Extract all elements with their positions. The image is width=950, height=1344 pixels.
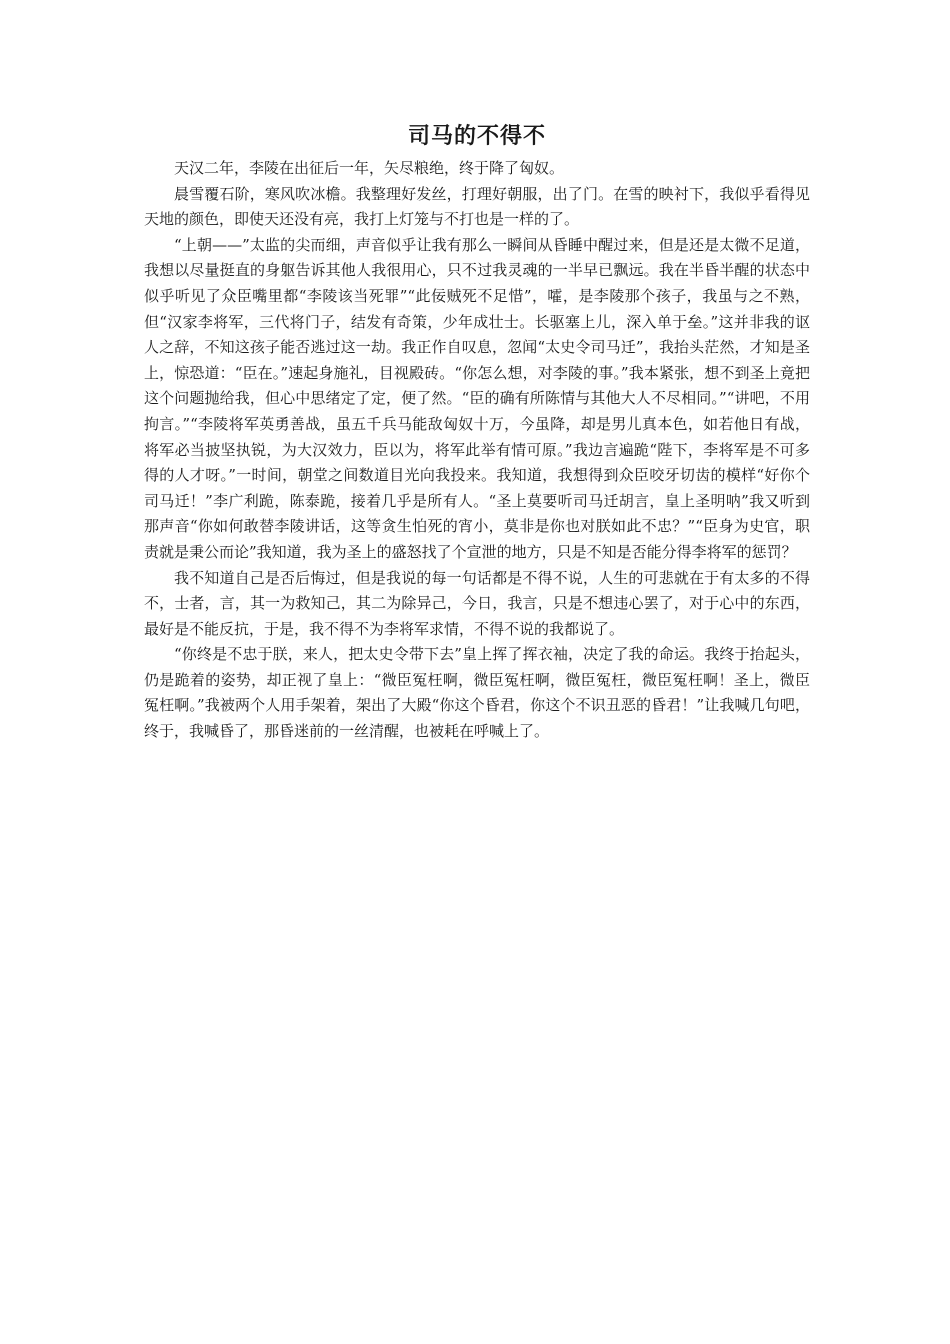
paragraph: “你终是不忠于朕，来人，把太史令带下去”皇上挥了挥衣袖，决定了我的命运。我终于抬起头，仍是跪着的姿势，却正视了皇上：“微臣冤枉啊，微臣冤枉啊，微臣冤枉，微臣冤枉啊！圣上，微臣冤枉啊。”我被两个人用手架着，架出了大殿“你这个昏君，你这个不识丑恶的昏君！”让我喊几句吧，终于，我喊昏了，那昏迷前的一丝清醒，也被耗在呼喊上了。	[144, 645, 810, 741]
paragraph: 晨雪覆石阶，寒风吹冰檐。我整理好发丝，打理好朝服，出了门。在雪的映衬下，我似乎看得见天地的颜色，即使天还没有亮，我打上灯笼与不打也是一样的了。	[144, 184, 810, 229]
paragraph: 天汉二年，李陵在出征后一年，矢尽粮绝，终于降了匈奴。	[174, 159, 565, 177]
document-title: 司马的不得不	[407, 124, 546, 149]
document-body	[144, 118, 810, 745]
paragraph: “上朝——”太监的尖而细，声音似乎让我有那么一瞬间从昏睡中醒过来，但是还是太微不足道，我想以尽量挺直的身躯告诉其他人我很用心，只不过我灵魂的一半早已飘远。我在半昏半醒的状态中似乎听见了众臣嘴里都“李陵该当死罪”“此佞贼死不足惜”，嚯，是李陵那个孩子，我虽与之不熟，但“汉家李将军，三代将门子，结发有奇策，少年成壮士。长驱塞上儿，深入单于垒。”这并非我的讴人之辞，不知这孩子能否逃过这一劫。我正作自叹息，忽闻“太史令司马迁”，我抬头茫然，才知是圣上，惊恐道：“臣在。”速起身施礼，目视殿砖。“你怎么想，对李陵的事。”我本紧张，想不到圣上竟把这个问题抛给我，但心中思绪定了定，便了然。“臣的确有所陈情与其他大人不尽相同。”“讲吧，不用拘言。”“李陵将军英勇善战，虽五千兵马能敌匈奴十万，今虽降，却是男儿真本色，如若他日有战，将军必当披坚执锐，为大汉效力，臣以为，将军此举有情可原。”我边言遍跪“陛下，李将军是不可多得的人才呀。”一时间，朝堂之间数道目光向我投来。我知道，我想得到众臣咬牙切齿的模样“好你个司马迁！”李广利跪，陈泰跪，接着几乎是所有人。“圣上莫要听司马迁胡言，皇上圣明呐”我又听到那声音“你如何敢替李陵讲话，这等贪生怕死的宵小，莫非是你也对朕如此不忠？”“臣身为史官，职责就是秉公而论”我知道，我为圣上的盛怒找了个宣泄的地方，只是不知是否能分得李将军的惩罚？	[144, 235, 810, 561]
paragraph: 我不知道自己是否后悔过，但是我说的每一句话都是不得不说，人生的可悲就在于有太多的不得不，士者，言，其一为救知己，其二为除异己，今日，我言，只是不想违心罢了，对于心中的东西，最好是不能反抗，于是，我不得不为李将军求情，不得不说的我都说了。	[144, 568, 810, 638]
